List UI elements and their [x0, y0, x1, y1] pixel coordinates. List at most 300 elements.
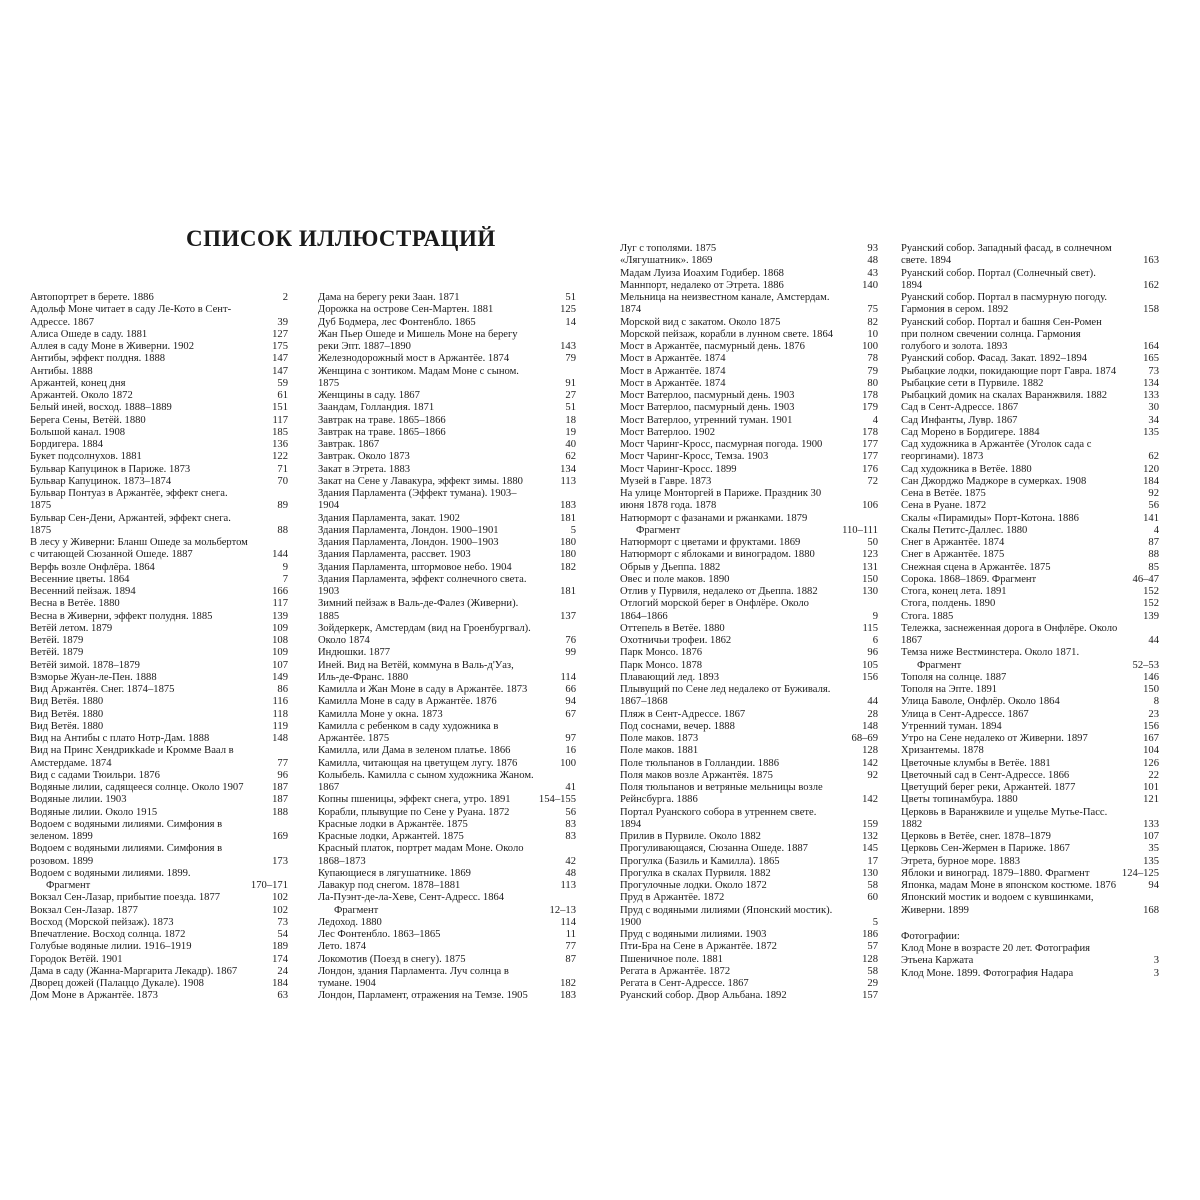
entry-title: Утренний туман. 1894 — [901, 720, 1002, 732]
index-entry — [620, 562, 878, 574]
entry-page-number: 119 — [272, 720, 288, 732]
entry-page-number: 96 — [277, 769, 288, 781]
entry-page-number: 79 — [867, 365, 878, 377]
entry-page-number: 73 — [277, 916, 288, 928]
entry-title: Алиса Ошеде в саду. 1881 — [30, 328, 148, 340]
entry-title: Верфь возле Онфлёра. 1864 — [30, 561, 155, 573]
index-entry — [620, 733, 878, 745]
entry-page-number: 150 — [1143, 684, 1159, 695]
entry-title: Водоем с водяными лилиями. Симфония в розовом. 1899 — [30, 843, 223, 867]
entry-page-number: 132 — [862, 831, 878, 842]
entry-title: Бульвар Капуцинок. 1873–1874 — [30, 475, 172, 487]
entry-page-number: 78 — [867, 353, 878, 365]
entry-page-number: 182 — [560, 561, 576, 573]
entry-page-number: 128 — [862, 745, 878, 757]
entry-page-number: 141 — [1143, 512, 1159, 524]
index-entry — [30, 378, 288, 390]
index-entry — [620, 782, 878, 807]
entry-title: Камилла, или Дама в зеленом платье. 1866 — [318, 745, 511, 757]
entry-page-number: 113 — [560, 880, 576, 891]
index-entry — [901, 378, 1159, 390]
entry-title: Мост Ватерлоо, утренний туман. 1901 — [620, 414, 793, 426]
entry-title: Луг с тополями. 1875 — [620, 243, 717, 254]
entry-title: Прогулка (Базиль и Камилла). 1865 — [620, 855, 780, 867]
index-entry — [620, 402, 878, 414]
entry-title: Морской пейзаж, корабли в лунном свете. 1864 — [620, 328, 834, 340]
entry-title: Железнодорожный мост в Аржантёе. 1874 — [318, 353, 510, 365]
index-entry — [620, 390, 878, 402]
index-entry — [318, 843, 576, 868]
index-entry — [30, 941, 288, 953]
entry-page-number: 109 — [272, 622, 288, 634]
entry-title: Камилла, читающая на цветущем лугу. 1876 — [318, 757, 518, 769]
entry-title: Весна в Живерни, эффект полудня. 1885 — [30, 610, 213, 622]
index-entry — [30, 905, 288, 917]
index-entry — [318, 819, 576, 831]
index-entry — [318, 537, 576, 549]
entry-title: Здания Парламента, рассвет. 1903 — [318, 549, 471, 561]
entry-page-number: 44 — [867, 696, 878, 708]
entry-page-number: 120 — [1143, 463, 1159, 475]
index-entry — [30, 819, 288, 844]
index-entry — [30, 537, 288, 562]
entry-title: Натюрморт с яблоками и виноградом. 1880 — [620, 549, 815, 561]
entry-title: Колыбель. Камилла с сыном художника Жаном. 1867 — [318, 769, 534, 793]
entry-page-number: 174 — [272, 953, 288, 965]
entry-title: Клод Моне. 1899. Фотография Надара — [901, 967, 1074, 979]
index-entry — [620, 464, 878, 476]
entry-title: Вид Ветёя. 1880 — [30, 708, 104, 720]
entry-title: Парк Монсо. 1878 — [620, 659, 703, 671]
entry-title: Вид Ветёя. 1880 — [30, 696, 104, 708]
index-entry — [318, 684, 576, 696]
entry-page-number: 144 — [272, 549, 288, 561]
index-column-4 — [901, 243, 1159, 980]
index-entry — [620, 255, 878, 267]
entry-page-number: 113 — [560, 475, 576, 487]
entry-page-number: 92 — [867, 769, 878, 781]
entry-title: Яблоки и виноград. 1879–1880. Фрагмент — [901, 867, 1090, 879]
entry-title: Дуб Бодмера, лес Фонтенбло. 1865 — [318, 316, 476, 328]
entry-page-number: 89 — [277, 500, 288, 512]
index-entry — [620, 745, 878, 757]
index-entry — [318, 807, 576, 819]
index-entry — [620, 672, 878, 684]
entry-page-number: 189 — [272, 941, 288, 953]
entry-page-number: 178 — [862, 390, 878, 401]
entry-page-number: 52–53 — [1132, 659, 1159, 671]
entry-title: Вид на Антибы с плато Нотр-Дам. 1888 — [30, 733, 210, 744]
index-entry — [30, 390, 288, 402]
index-entry — [901, 476, 1159, 488]
entry-title: Здания Парламента, Лондон. 1900–1901 — [318, 524, 499, 536]
entry-page-number: 40 — [565, 439, 576, 450]
entry-page-number: 23 — [1148, 708, 1159, 720]
index-column-2 — [318, 292, 576, 1003]
index-entry — [30, 366, 288, 378]
entry-page-number: 152 — [1143, 586, 1159, 597]
entry-page-number: 131 — [862, 561, 878, 573]
entry-page-number: 10 — [867, 328, 878, 340]
entry-page-number: 179 — [862, 402, 878, 414]
entry-page-number: 139 — [272, 610, 288, 622]
index-entry — [30, 586, 288, 598]
entry-page-number: 56 — [565, 806, 576, 818]
entry-title: Натюрморт с фазанами и ржанками. 1879 — [620, 512, 808, 524]
index-entry — [620, 647, 878, 659]
entry-page-number: 122 — [272, 451, 288, 463]
entry-title: Фрагмент — [917, 659, 962, 671]
entry-title: Японка, мадам Моне в японском костюме. 1876 — [901, 880, 1117, 891]
entry-title: Прогулка в скалах Пурвиля. 1882 — [620, 867, 771, 879]
entry-page-number: 117 — [272, 414, 288, 426]
entry-page-number: 148 — [272, 733, 288, 744]
index-entry — [901, 843, 1159, 855]
entry-page-number: 94 — [1148, 880, 1159, 891]
entry-page-number: 8 — [1153, 696, 1159, 708]
entry-page-number: 125 — [560, 304, 576, 316]
index-entry — [901, 317, 1159, 354]
entry-title: Закат на Сене у Лавакура, эффект зимы. 1880 — [318, 475, 523, 487]
index-entry — [30, 745, 288, 770]
index-entry — [620, 770, 878, 782]
entry-title: Красные лодки в Аржантёе. 1875 — [318, 818, 468, 830]
index-entry — [901, 488, 1159, 500]
index-entry — [901, 439, 1159, 464]
entry-title: Взморье Жуан-ле-Пен. 1888 — [30, 671, 157, 683]
entry-title: Дама в саду (Жанна-Маргарита Лекадр). 1867 — [30, 965, 238, 977]
index-entry — [901, 586, 1159, 598]
entry-page-number: 67 — [565, 708, 576, 720]
index-entry — [620, 709, 878, 721]
entry-page-number: 3 — [1153, 955, 1159, 967]
entry-page-number: 183 — [560, 990, 576, 1002]
entry-title: Лес Фонтенбло. 1863–1865 — [318, 929, 441, 940]
entry-title: Пляж в Сент-Адрессе. 1867 — [620, 708, 746, 720]
entry-title: Индюшки. 1877 — [318, 647, 391, 659]
entry-page-number: 116 — [272, 696, 288, 708]
index-entry — [30, 868, 288, 880]
index-entry — [620, 990, 878, 1002]
entry-page-number: 46–47 — [1132, 573, 1159, 585]
entry-page-number: 184 — [272, 978, 288, 989]
entry-title: Камилла Моне в саду в Аржантёе. 1876 — [318, 696, 497, 708]
entry-title: Белый иней, восход. 1888–1889 — [30, 402, 172, 414]
index-entry — [620, 292, 878, 317]
entry-title: Водяные лилии, садящееся солнце. Около 1907 — [30, 782, 244, 793]
index-entry — [620, 537, 878, 549]
index-entry — [30, 304, 288, 329]
entry-title: Пруд с водяными лилиями. 1903 — [620, 929, 767, 940]
entry-page-number: 101 — [1143, 782, 1159, 793]
entry-page-number: 56 — [1148, 500, 1159, 512]
entry-title: Мост Чаринг-Кросс, Темза. 1903 — [620, 451, 769, 463]
index-entry — [30, 807, 288, 819]
entry-page-number: 6 — [872, 635, 878, 646]
index-entry — [30, 880, 288, 892]
index-entry — [620, 476, 878, 488]
entry-title: Отлогий морской берег в Онфлёре. Около 1864–1866 — [620, 598, 809, 622]
entry-title: Натюрморт с цветами и фруктами. 1869 — [620, 537, 801, 548]
entry-page-number: 39 — [277, 316, 288, 328]
entry-page-number: 106 — [862, 500, 878, 512]
index-entry — [30, 562, 288, 574]
entry-page-number: 70 — [277, 475, 288, 487]
entry-title: Мост Чаринг-Кросс. 1899 — [620, 463, 737, 475]
index-entry — [901, 672, 1159, 684]
entry-page-number: 30 — [1148, 402, 1159, 414]
index-entry — [30, 978, 288, 990]
entry-page-number: 92 — [1148, 488, 1159, 499]
index-entry — [901, 562, 1159, 574]
entry-page-number: 7 — [282, 573, 288, 585]
entry-title: Японский мостик и водоем с кувшинками, Живерни. 1899 — [901, 892, 1094, 916]
entry-page-number: 88 — [277, 524, 288, 536]
index-entry — [318, 794, 576, 806]
index-entry — [901, 856, 1159, 868]
entry-page-number: 105 — [862, 659, 878, 671]
entry-page-number: 58 — [867, 965, 878, 977]
entry-page-number: 128 — [862, 953, 878, 965]
entry-page-number: 93 — [867, 243, 878, 254]
entry-page-number: 102 — [272, 892, 288, 904]
index-entry — [620, 280, 878, 292]
entry-title: Церковь Сен-Жермен в Париже. 1867 — [901, 843, 1070, 855]
entry-page-number: 60 — [867, 892, 878, 904]
index-entry — [30, 954, 288, 966]
index-entry — [620, 856, 878, 868]
entry-title: Сад художника в Ветёе. 1880 — [901, 463, 1032, 475]
index-entry — [30, 770, 288, 782]
index-entry — [901, 660, 1159, 672]
entry-page-number: 135 — [1143, 855, 1159, 867]
index-entry — [318, 292, 576, 304]
entry-page-number: 180 — [560, 549, 576, 561]
index-entry — [30, 488, 288, 513]
entry-title: Красный платок, портрет мадам Моне. Около 1868–1873 — [318, 843, 524, 867]
index-entry — [620, 513, 878, 525]
section-gap — [901, 917, 1159, 931]
index-entry — [901, 574, 1159, 586]
entry-page-number: 102 — [272, 904, 288, 916]
index-entry — [30, 353, 288, 365]
entry-title: Бульвар Капуцинок в Париже. 1873 — [30, 463, 191, 475]
entry-title: Фотографии: — [901, 930, 960, 942]
index-entry — [901, 513, 1159, 525]
entry-page-number: 51 — [565, 292, 576, 303]
entry-title: Заандам, Голландия. 1871 — [318, 402, 435, 414]
entry-title: На улице Монторгей в Париже. Праздник 30 июня 1878 года. 1878 — [620, 488, 822, 512]
entry-page-number: 91 — [565, 377, 576, 389]
entry-page-number: 154–155 — [538, 794, 576, 806]
entry-page-number: 117 — [272, 598, 288, 610]
entry-title: Сан Джорджо Маджоре в сумерках. 1908 — [901, 475, 1087, 487]
entry-title: Весна в Ветёе. 1880 — [30, 598, 120, 610]
entry-title: Вокзал Сен-Лазар, прибытие поезда. 1877 — [30, 892, 221, 904]
entry-title: Тополя на солнце. 1887 — [901, 671, 1007, 683]
entry-title: Вид Аржантёя. Снег. 1874–1875 — [30, 684, 175, 695]
entry-title: Здания Парламента, эффект солнечного света. 1903 — [318, 573, 527, 597]
entry-title: Аржантей, конец дня — [30, 377, 126, 389]
entry-title: Рыбацкие лодки, покидающие порт Гавра. 1874 — [901, 365, 1117, 377]
entry-page-number: 82 — [867, 316, 878, 328]
index-entry — [620, 758, 878, 770]
index-entry — [30, 709, 288, 721]
index-entry — [30, 843, 288, 868]
index-entry — [620, 439, 878, 451]
entry-page-number: 173 — [272, 855, 288, 867]
entry-title: Скалы «Пирамиды» Порт-Котона. 1886 — [901, 512, 1079, 524]
index-entry — [620, 684, 878, 709]
index-entry — [901, 366, 1159, 378]
index-entry — [620, 488, 878, 513]
index-entry — [318, 647, 576, 659]
index-entry — [901, 721, 1159, 733]
entry-title: Аржантей. Около 1872 — [30, 390, 133, 401]
entry-page-number: 57 — [867, 941, 878, 953]
index-entry — [620, 868, 878, 880]
entry-page-number: 115 — [862, 622, 878, 634]
index-entry — [30, 427, 288, 439]
index-entry — [901, 647, 1159, 659]
entry-title: Прилив в Пурвиле. Около 1882 — [620, 831, 761, 842]
entry-page-number: 177 — [862, 451, 878, 463]
index-entry — [30, 464, 288, 476]
entry-page-number: 107 — [1143, 831, 1159, 842]
index-entry — [901, 292, 1159, 317]
index-entry — [318, 966, 576, 991]
entry-title: Восход (Морской пейзаж). 1873 — [30, 916, 174, 928]
entry-title: Камилла с ребенком в саду художника в Аржантёе. 1875 — [318, 720, 499, 744]
entry-page-number: 178 — [862, 426, 878, 438]
entry-title: Лондон, здания Парламента. Луч солнца в тумане. 1904 — [318, 965, 509, 989]
entry-title: Локомотив (Поезд в снегу). 1875 — [318, 953, 466, 965]
index-entry — [901, 598, 1159, 610]
index-entry — [318, 451, 576, 463]
entry-page-number: 17 — [867, 855, 878, 867]
entry-page-number: 9 — [872, 610, 878, 622]
index-entry — [620, 268, 878, 280]
entry-title: Красные лодки, Аржантей. 1875 — [318, 831, 464, 842]
index-entry — [318, 660, 576, 685]
entry-title: Руанский собор. Западный фасад, в солнечном свете. 1894 — [901, 243, 1112, 267]
index-entry — [30, 341, 288, 353]
index-entry — [620, 623, 878, 635]
entry-page-number: 152 — [1143, 598, 1159, 610]
entry-page-number: 142 — [862, 757, 878, 769]
index-entry — [901, 931, 1159, 943]
entry-page-number: 137 — [560, 610, 576, 622]
entry-title: Ла-Пуэнт-де-ла-Хеве, Сент-Адресс. 1864 — [318, 892, 505, 904]
entry-title: Завтрак на траве. 1865–1866 — [318, 414, 446, 426]
index-entry — [620, 329, 878, 341]
index-entry — [901, 831, 1159, 843]
entry-page-number: 35 — [1148, 843, 1159, 855]
entry-title: Фрагмент — [46, 880, 91, 891]
index-entry — [30, 892, 288, 904]
entry-page-number: 62 — [1148, 451, 1159, 463]
index-entry — [30, 782, 288, 794]
index-entry — [901, 758, 1159, 770]
entry-title: Мельница на неизвестном канале, Амстердам. 1874 — [620, 292, 830, 316]
entry-page-number: 2 — [282, 292, 288, 303]
entry-page-number: 63 — [277, 990, 288, 1002]
index-entry — [30, 672, 288, 684]
index-entry — [901, 525, 1159, 537]
index-entry — [620, 892, 878, 904]
entry-page-number: 58 — [867, 880, 878, 891]
index-entry — [30, 574, 288, 586]
entry-page-number: 136 — [272, 439, 288, 450]
entry-page-number: 14 — [565, 316, 576, 328]
index-entry — [318, 488, 576, 513]
page-title: СПИСОК ИЛЛЮСТРАЦИЙ — [186, 226, 496, 251]
entry-title: Сад Инфанты, Лувр. 1867 — [901, 414, 1018, 426]
entry-title: Пруд в Аржантёе. 1872 — [620, 892, 725, 904]
entry-page-number: 27 — [565, 390, 576, 401]
entry-page-number: 5 — [570, 524, 576, 536]
index-entry — [620, 978, 878, 990]
entry-title: Вид с садами Тюильри. 1876 — [30, 769, 160, 781]
entry-page-number: 29 — [867, 978, 878, 989]
entry-title: Прогулочные лодки. Около 1872 — [620, 880, 767, 891]
entry-page-number: 134 — [560, 463, 576, 475]
entry-page-number: 79 — [565, 353, 576, 365]
index-entry — [318, 366, 576, 391]
index-entry — [620, 831, 878, 843]
entry-title: Жан Пьер Ошеде и Мишель Моне на берегу реки Эпт. 1887–1890 — [318, 328, 518, 352]
entry-page-number: 100 — [862, 341, 878, 352]
index-entry — [30, 611, 288, 623]
entry-page-number: 146 — [1143, 671, 1159, 683]
index-entry — [901, 611, 1159, 623]
entry-page-number: 163 — [1143, 255, 1159, 267]
entry-page-number: 139 — [1143, 610, 1159, 622]
entry-page-number: 147 — [272, 353, 288, 365]
index-entry — [318, 574, 576, 599]
entry-page-number: 151 — [272, 402, 288, 414]
index-entry — [901, 892, 1159, 917]
entry-page-number: 16 — [565, 745, 576, 757]
entry-page-number: 12–13 — [549, 904, 576, 916]
entry-title: Лондон, Парламент, отражения на Темзе. 1905 — [318, 990, 528, 1002]
entry-title: Адольф Моне читает в саду Ле-Кото в Сент-Адрессе. 1867 — [30, 304, 232, 328]
entry-page-number: 149 — [272, 671, 288, 683]
entry-page-number: 183 — [560, 500, 576, 512]
entry-page-number: 85 — [1148, 561, 1159, 573]
entry-page-number: 83 — [565, 818, 576, 830]
index-entry — [620, 660, 878, 672]
entry-title: Берега Сены, Ветёй. 1880 — [30, 414, 146, 426]
entry-title: Обрыв у Дьеппа. 1882 — [620, 561, 721, 573]
entry-page-number: 41 — [565, 782, 576, 793]
index-entry — [620, 353, 878, 365]
entry-page-number: 181 — [560, 586, 576, 597]
entry-title: Камилла Моне у окна. 1873 — [318, 708, 443, 720]
entry-page-number: 28 — [867, 708, 878, 720]
entry-page-number: 177 — [862, 439, 878, 450]
entry-title: Завтрак. Около 1873 — [318, 451, 410, 463]
index-entry — [620, 598, 878, 623]
entry-title: Цветы топинамбура. 1880 — [901, 794, 1018, 806]
entry-title: Корабли, плывущие по Сене у Руана. 1872 — [318, 806, 510, 818]
entry-title: Бульвар Понтуаз в Аржантёе, эффект снега. 1875 — [30, 488, 228, 512]
entry-page-number: 100 — [560, 757, 576, 769]
entry-title: Женщины в саду. 1867 — [318, 390, 420, 401]
entry-page-number: 83 — [565, 831, 576, 842]
entry-title: Регата в Аржантёе. 1872 — [620, 965, 731, 977]
index-entry — [620, 549, 878, 561]
